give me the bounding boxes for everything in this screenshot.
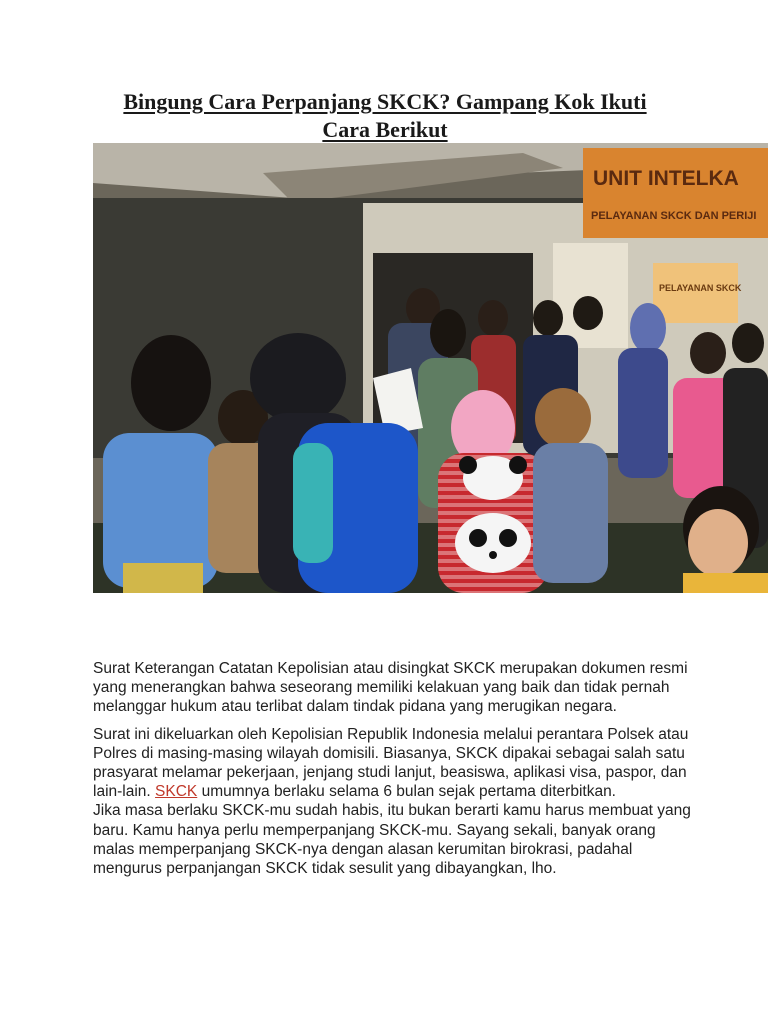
office-sign xyxy=(583,148,768,238)
article-title-line-2: Cara Berikut xyxy=(322,117,448,142)
article-photo xyxy=(93,143,768,593)
paragraph-2-text-end: umumnya berlaku selama 6 bulan sejak pertama diterbitkan. xyxy=(201,783,616,801)
paragraph-2 xyxy=(93,725,693,802)
paragraph-3: Jika masa berlaku SKCK-mu sudah habis, itu bukan berarti kamu harus membuat yang baru. Kamu hanya perlu memperpanjang SKCK-mu. Sayang sekali, banyak orang malas memperpanjang SKCK-nya dengan alasan kerumitan birokrasi, padahal mengurus perpanjangan SKCK tidak sesulit yang dibayangkan, lho. xyxy=(93,802,691,878)
paragraph-1: Surat Keterangan Catatan Kepolisian atau disingkat SKCK merupakan dokumen resmi yang menerangkan bahwa seseorang memiliki kelakuan yang baik dan tidak pernah melanggar hukum atau terlibat dalam tindak pidana yang merugikan negara. xyxy=(93,660,688,716)
article-title xyxy=(90,88,680,144)
paragraph-2-text: Surat ini dikeluarkan oleh Kepolisian Republik Indonesia melalui perantara Polsek atau Polres di masing-masing wilayah domisili. Biasanya, SKCK dipakai sebagai salah satu prasyarat melamar pekerjaan, jenjang studi lanjut, beasiswa, aplikasi visa, paspor, dan lain-lain. xyxy=(93,725,689,801)
office-sign-title: UNIT INTELKA xyxy=(593,167,739,190)
side-sign: PELAYANAN SKCK xyxy=(659,283,742,293)
crowd-photo-illustration xyxy=(93,143,768,593)
office-sign-subtitle: PELAYANAN SKCK DAN PERIJI xyxy=(591,210,757,222)
article-body xyxy=(93,659,693,886)
skck-link[interactable]: SKCK xyxy=(155,783,198,801)
article-title-line-1: Bingung Cara Perpanjang SKCK? Gampang Kok Ikuti xyxy=(123,89,647,114)
